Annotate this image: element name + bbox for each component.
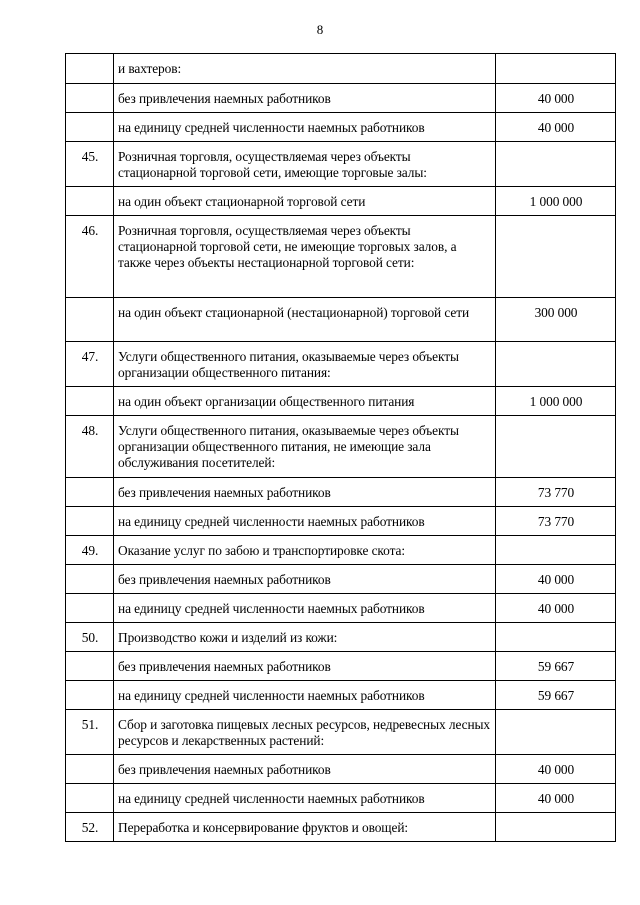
item-number-cell: 48. (66, 416, 114, 478)
table-row (66, 416, 616, 478)
table-row (66, 216, 616, 298)
description-cell: Розничная торговля, осуществляемая через объекты стационарной торговой сети, не имеющие торговых залов, а также через объекты нестационарной торговой сети: (114, 216, 496, 298)
description-cell: на один объект стационарной (нестационарной) торговой сети (114, 298, 496, 342)
description-cell: на один объект стационарной торговой сети (114, 187, 496, 216)
tariff-table (65, 53, 616, 842)
table-row (66, 298, 616, 342)
value-cell: 300 000 (496, 298, 616, 342)
value-cell: 73 770 (496, 507, 616, 536)
item-number-cell (66, 681, 114, 710)
item-number-cell (66, 652, 114, 681)
value-cell: 1 000 000 (496, 387, 616, 416)
value-cell: 59 667 (496, 652, 616, 681)
item-number-cell (66, 755, 114, 784)
value-cell: 1 000 000 (496, 187, 616, 216)
description-cell: Переработка и консервирование фруктов и овощей: (114, 813, 496, 842)
value-cell (496, 342, 616, 387)
value-cell (496, 623, 616, 652)
description-cell: без привлечения наемных работников (114, 565, 496, 594)
item-number-cell: 51. (66, 710, 114, 755)
description-cell: без привлечения наемных работников (114, 84, 496, 113)
item-number-cell (66, 298, 114, 342)
description-cell: на единицу средней численности наемных работников (114, 507, 496, 536)
value-cell: 40 000 (496, 594, 616, 623)
item-number-cell (66, 187, 114, 216)
value-cell (496, 710, 616, 755)
item-number-cell (66, 478, 114, 507)
table-row (66, 54, 616, 84)
table-row (66, 507, 616, 536)
table-row (66, 187, 616, 216)
description-cell: на единицу средней численности наемных работников (114, 681, 496, 710)
value-cell: 73 770 (496, 478, 616, 507)
item-number-cell: 47. (66, 342, 114, 387)
table-row (66, 113, 616, 142)
value-cell: 40 000 (496, 784, 616, 813)
item-number-cell: 45. (66, 142, 114, 187)
description-cell: Услуги общественного питания, оказываемые через объекты организации общественного питания: (114, 342, 496, 387)
table-row (66, 478, 616, 507)
table-row (66, 536, 616, 565)
description-cell: без привлечения наемных работников (114, 755, 496, 784)
table-row (66, 565, 616, 594)
item-number-cell (66, 113, 114, 142)
item-number-cell: 50. (66, 623, 114, 652)
value-cell (496, 142, 616, 187)
item-number-cell (66, 54, 114, 84)
item-number-cell (66, 565, 114, 594)
item-number-cell: 46. (66, 216, 114, 298)
description-cell: на один объект организации общественного питания (114, 387, 496, 416)
value-cell (496, 54, 616, 84)
page-number: 8 (316, 22, 324, 37)
table-body (66, 54, 616, 842)
value-cell: 40 000 (496, 84, 616, 113)
description-cell: на единицу средней численности наемных работников (114, 594, 496, 623)
description-cell: Услуги общественного питания, оказываемые через объекты организации общественного питания, не имеющие зала обслуживания посетителей: (114, 416, 496, 478)
description-cell: без привлечения наемных работников (114, 652, 496, 681)
description-cell: Оказание услуг по забою и транспортировке скота: (114, 536, 496, 565)
item-number-cell (66, 507, 114, 536)
table-row (66, 142, 616, 187)
table-row (66, 342, 616, 387)
table-row (66, 84, 616, 113)
description-cell: и вахтеров: (114, 54, 496, 84)
table-row (66, 594, 616, 623)
description-cell: на единицу средней численности наемных работников (114, 784, 496, 813)
table-row (66, 755, 616, 784)
description-cell: Розничная торговля, осуществляемая через объекты стационарной торговой сети, имеющие торговые залы: (114, 142, 496, 187)
value-cell: 40 000 (496, 755, 616, 784)
item-number-cell (66, 84, 114, 113)
value-cell (496, 216, 616, 298)
item-number-cell (66, 594, 114, 623)
table-row (66, 623, 616, 652)
description-cell: на единицу средней численности наемных работников (114, 113, 496, 142)
value-cell (496, 536, 616, 565)
table-row (66, 784, 616, 813)
description-cell: Производство кожи и изделий из кожи: (114, 623, 496, 652)
table-row (66, 710, 616, 755)
value-cell: 40 000 (496, 565, 616, 594)
description-cell: без привлечения наемных работников (114, 478, 496, 507)
table-row (66, 652, 616, 681)
value-cell (496, 813, 616, 842)
item-number-cell: 52. (66, 813, 114, 842)
item-number-cell (66, 784, 114, 813)
table-row (66, 681, 616, 710)
item-number-cell: 49. (66, 536, 114, 565)
value-cell: 59 667 (496, 681, 616, 710)
value-cell: 40 000 (496, 113, 616, 142)
table-row (66, 813, 616, 842)
description-cell: Сбор и заготовка пищевых лесных ресурсов, недревесных лесных ресурсов и лекарственных растений: (114, 710, 496, 755)
table-row (66, 387, 616, 416)
value-cell (496, 416, 616, 478)
item-number-cell (66, 387, 114, 416)
